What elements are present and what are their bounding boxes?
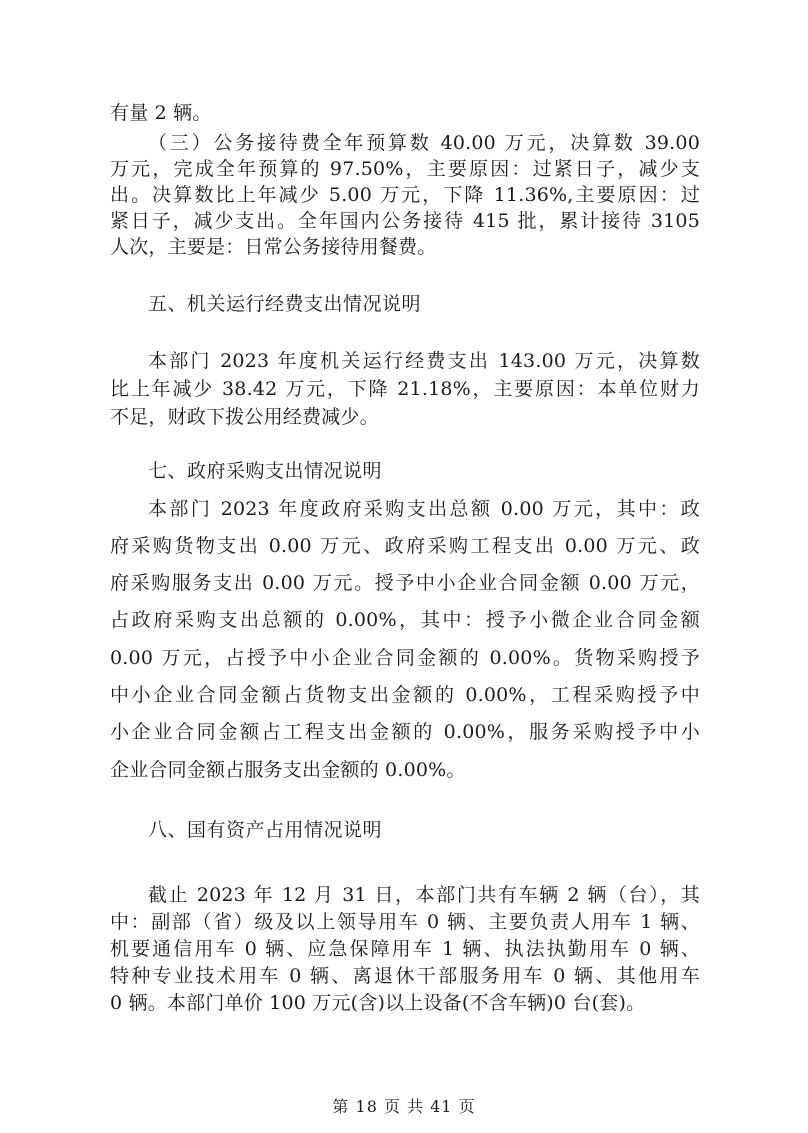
- paragraph-line: 府采购货物支出 0.00 万元、政府采购工程支出 0.00 万元、政: [110, 535, 700, 557]
- paragraph-line: 占政府采购支出总额的 0.00%，其中：授予小微企业合同金额: [110, 609, 700, 631]
- paragraph-line: 本部门 2023 年度机关运行经费支出 143.00 万元，决算数: [148, 350, 700, 372]
- paragraph-line: 企业合同金额占服务支出金额的 0.00%。: [110, 759, 466, 781]
- paragraph-line: 府采购服务支出 0.00 万元。授予中小企业合同金额 0.00 万元，: [110, 572, 700, 594]
- paragraph-line: 出。决算数比上年减少 5.00 万元，下降 11.36%,主要原因：过: [110, 184, 700, 206]
- section-heading: 五、机关运行经费支出情况说明: [148, 293, 422, 315]
- paragraph-line: 小企业合同金额占工程支出金额的 0.00%，服务采购授予中小: [110, 721, 700, 743]
- paragraph-line: 中小企业合同金额占货物支出金额的 0.00%，工程采购授予中: [110, 684, 700, 706]
- paragraph-line: 万元，完成全年预算的 97.50%，主要原因：过紧日子，减少支: [110, 158, 700, 180]
- paragraph-line: 有量 2 辆。: [110, 102, 212, 124]
- section-heading: 七、政府采购支出情况说明: [148, 460, 383, 482]
- paragraph-line: 中：副部（省）级及以上领导用车 0 辆、主要负责人用车 1 辆、: [110, 911, 700, 933]
- section-heading: 八、国有资产占用情况说明: [148, 819, 383, 841]
- paragraph-line: 0.00 万元，占授予中小企业合同金额的 0.00%。货物采购授予: [110, 647, 700, 669]
- paragraph-line: 本部门 2023 年度政府采购支出总额 0.00 万元，其中：政: [148, 498, 700, 520]
- paragraph-line: 比上年减少 38.42 万元，下降 21.18%，主要原因：本单位财力: [110, 378, 700, 400]
- page-number-footer: 第 18 页 共 41 页: [332, 1097, 476, 1116]
- paragraph-line: 特种专业技术用车 0 辆、离退休干部服务用车 0 辆、其他用车: [110, 965, 700, 987]
- paragraph-line: 不足，财政下拨公用经费减少。: [110, 406, 379, 428]
- paragraph-line: 截止 2023 年 12 月 31 日，本部门共有车辆 2 辆（台），其: [148, 884, 700, 906]
- paragraph-line: 紧日子，减少支出。全年国内公务接待 415 批，累计接待 3105: [110, 210, 700, 232]
- paragraph-line: 机要通信用车 0 辆、应急保障用车 1 辆、执法执勤用车 0 辆、: [110, 938, 700, 960]
- paragraph-line: 人次，主要是：日常公务接待用餐费。: [110, 236, 437, 258]
- paragraph-line: 0 辆。本部门单价 100 万元(含)以上设备(不含车辆)0 台(套)。: [110, 992, 646, 1014]
- paragraph-line: （三）公务接待费全年预算数 40.00 万元，决算数 39.00: [148, 132, 700, 154]
